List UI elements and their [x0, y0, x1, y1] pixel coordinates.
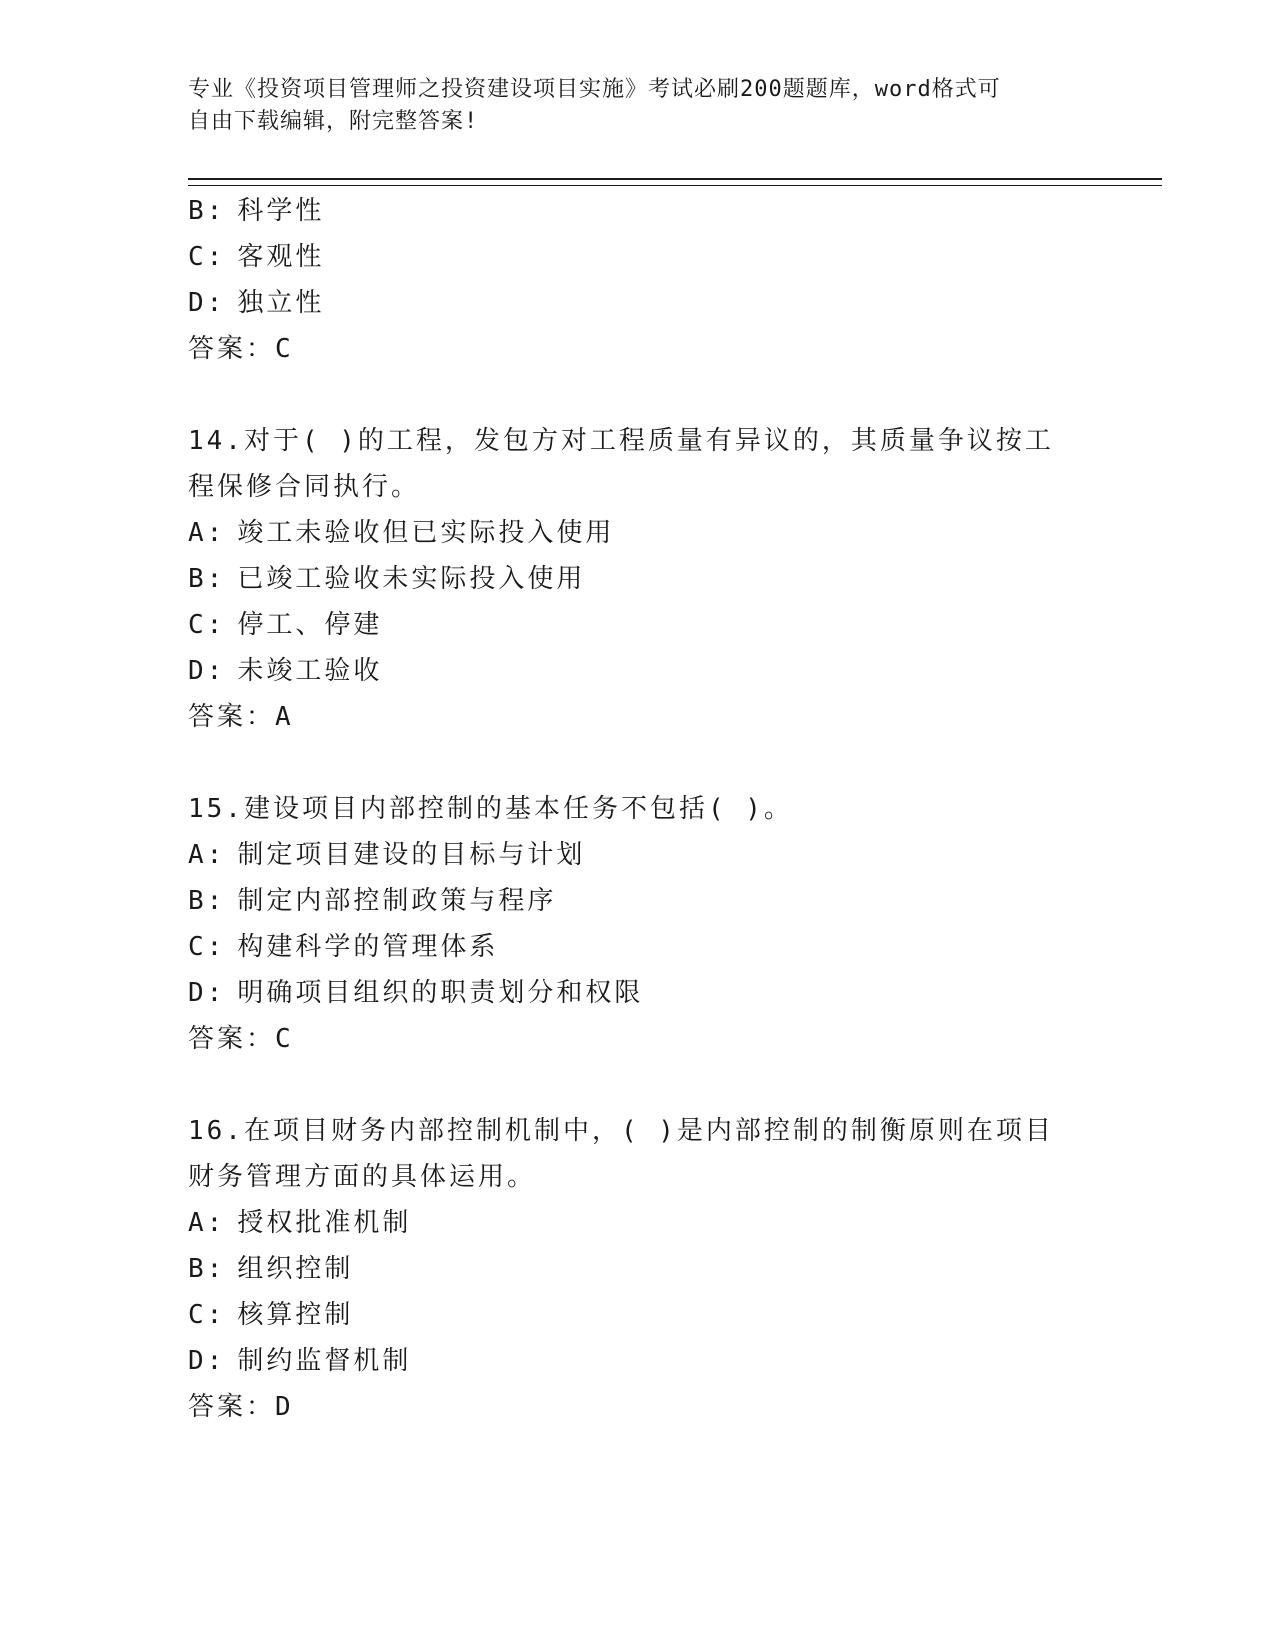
- question-text-line-1: 16.在项目财务内部控制机制中，( )是内部控制的制衡原则在项目: [188, 1116, 1054, 1146]
- question-16: [188, 1108, 1068, 1430]
- header-line-2: 自由下载编辑，附完整答案!: [188, 109, 479, 134]
- option-b: B: 组织控制: [188, 1254, 354, 1284]
- answer-line: 答案：C: [188, 1024, 294, 1054]
- header-divider: [188, 178, 1162, 186]
- spacer: [188, 372, 1068, 418]
- answer-line: 答案：C: [188, 334, 294, 364]
- option-d: D: 制约监督机制: [188, 1346, 412, 1376]
- option-d: D: 独立性: [188, 288, 325, 318]
- option-b: B: 科学性: [188, 196, 325, 226]
- option-c: C: 核算控制: [188, 1300, 354, 1330]
- answer-line: 答案：D: [188, 1392, 294, 1422]
- option-b: B: 制定内部控制政策与程序: [188, 886, 557, 916]
- question-text-line-2: 程保修合同执行。: [188, 472, 421, 502]
- option-d: D: 明确项目组织的职责划分和权限: [188, 978, 644, 1008]
- option-b: B: 已竣工验收未实际投入使用: [188, 564, 586, 594]
- header-line-1: 专业《投资项目管理师之投资建设项目实施》考试必刷200题题库，word格式可: [188, 77, 1001, 102]
- option-c: C: 停工、停建: [188, 610, 383, 640]
- option-a: A: 竣工未验收但已实际投入使用: [188, 518, 615, 548]
- question-text-line-1: 15.建设项目内部控制的基本任务不包括( )。: [188, 794, 793, 824]
- question-text-line-1: 14.对于( )的工程，发包方对工程质量有异议的，其质量争议按工: [188, 426, 1054, 456]
- question-list: [188, 188, 1068, 1430]
- option-a: A: 授权批准机制: [188, 1208, 412, 1238]
- option-c: C: 构建科学的管理体系: [188, 932, 499, 962]
- question-14: [188, 418, 1068, 740]
- question-text-line-2: 财务管理方面的具体运用。: [188, 1162, 537, 1192]
- option-c: C: 客观性: [188, 242, 325, 272]
- leading-question-fragment: [188, 188, 1068, 372]
- spacer: [188, 1062, 1068, 1108]
- spacer: [188, 740, 1068, 786]
- question-15: [188, 786, 1068, 1062]
- option-d: D: 未竣工验收: [188, 656, 383, 686]
- document-header: [188, 74, 1088, 138]
- answer-line: 答案：A: [188, 702, 294, 732]
- option-a: A: 制定项目建设的目标与计划: [188, 840, 586, 870]
